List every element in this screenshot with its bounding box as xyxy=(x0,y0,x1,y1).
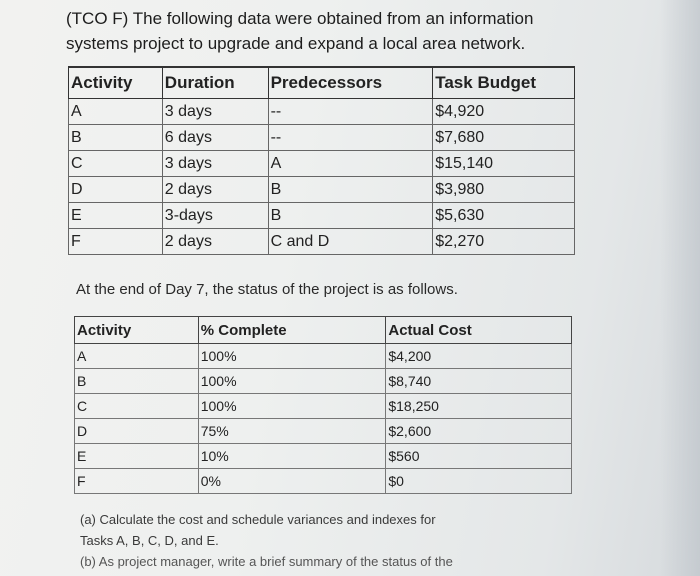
activity-cell: F xyxy=(69,229,163,255)
activity-cell: B xyxy=(69,125,163,151)
predecessors-cell: A xyxy=(268,151,433,177)
table-row xyxy=(69,99,575,125)
table-row xyxy=(69,125,575,151)
actual-cost-cell: $2,600 xyxy=(386,419,572,444)
predecessors-cell: -- xyxy=(268,125,433,151)
percent-complete-cell: 100% xyxy=(198,344,386,369)
questions-block xyxy=(80,509,580,572)
predecessors-cell: B xyxy=(268,177,433,203)
table-row xyxy=(69,151,575,177)
table-row xyxy=(69,203,575,229)
predecessors-cell: C and D xyxy=(268,229,433,255)
actual-cost-cell: $4,200 xyxy=(386,344,572,369)
activity-cell: D xyxy=(69,177,163,203)
heading-line-1: (TCO F) The following data were obtained from an information xyxy=(66,9,534,28)
header-duration: Duration xyxy=(162,67,268,99)
budget-cell: $3,980 xyxy=(433,177,575,203)
duration-cell: 3-days xyxy=(162,203,268,229)
actual-cost-cell: $18,250 xyxy=(386,394,572,419)
question-a-line-1: (a) Calculate the cost and schedule variances and indexes for xyxy=(80,512,436,527)
duration-cell: 3 days xyxy=(162,99,268,125)
status-note: At the end of Day 7, the status of the project is as follows. xyxy=(76,281,458,298)
predecessors-cell: B xyxy=(268,203,433,229)
budget-cell: $2,270 xyxy=(433,229,575,255)
status-table xyxy=(74,316,572,494)
activity-cell: E xyxy=(69,203,163,229)
actual-cost-cell: $0 xyxy=(386,469,572,494)
header-actual-cost: Actual Cost xyxy=(386,317,572,344)
budget-cell: $4,920 xyxy=(433,99,575,125)
table-row xyxy=(75,394,572,419)
activity-cell: F xyxy=(75,469,199,494)
percent-complete-cell: 0% xyxy=(198,469,386,494)
activity-cell: C xyxy=(69,151,163,177)
budget-cell: $5,630 xyxy=(433,203,575,229)
duration-cell: 2 days xyxy=(162,177,268,203)
table-row xyxy=(69,229,575,255)
page-shadow xyxy=(660,0,700,576)
activity-cell: C xyxy=(75,394,199,419)
percent-complete-cell: 75% xyxy=(198,419,386,444)
predecessors-cell: -- xyxy=(268,99,433,125)
header-activity: Activity xyxy=(69,67,163,99)
table-row xyxy=(75,369,572,394)
duration-cell: 6 days xyxy=(162,125,268,151)
header-task-budget: Task Budget xyxy=(433,67,575,99)
activity-cell: A xyxy=(75,344,199,369)
percent-complete-cell: 10% xyxy=(198,444,386,469)
duration-cell: 2 days xyxy=(162,229,268,255)
table-row xyxy=(75,469,572,494)
duration-cell: 3 days xyxy=(162,151,268,177)
header-percent-complete: % Complete xyxy=(198,317,386,344)
question-a-line-2: Tasks A, B, C, D, and E. xyxy=(80,533,219,548)
problem-heading xyxy=(66,6,686,56)
activity-cell: A xyxy=(69,99,163,125)
activity-cell: E xyxy=(75,444,199,469)
heading-line-2: systems project to upgrade and expand a local area network. xyxy=(66,34,526,53)
table-row xyxy=(75,419,572,444)
budget-cell: $15,140 xyxy=(433,151,575,177)
activity-cell: B xyxy=(75,369,199,394)
actual-cost-cell: $8,740 xyxy=(386,369,572,394)
percent-complete-cell: 100% xyxy=(198,369,386,394)
question-b-line-1: (b) As project manager, write a brief summary of the status of the xyxy=(80,554,453,569)
budget-table xyxy=(68,66,575,255)
budget-table-header xyxy=(69,67,575,99)
actual-cost-cell: $560 xyxy=(386,444,572,469)
activity-cell: D xyxy=(75,419,199,444)
table-row xyxy=(75,444,572,469)
budget-cell: $7,680 xyxy=(433,125,575,151)
header-predecessors: Predecessors xyxy=(268,67,433,99)
table-row xyxy=(69,177,575,203)
table-row xyxy=(75,344,572,369)
status-table-header xyxy=(75,317,572,344)
header-activity: Activity xyxy=(75,317,199,344)
percent-complete-cell: 100% xyxy=(198,394,386,419)
